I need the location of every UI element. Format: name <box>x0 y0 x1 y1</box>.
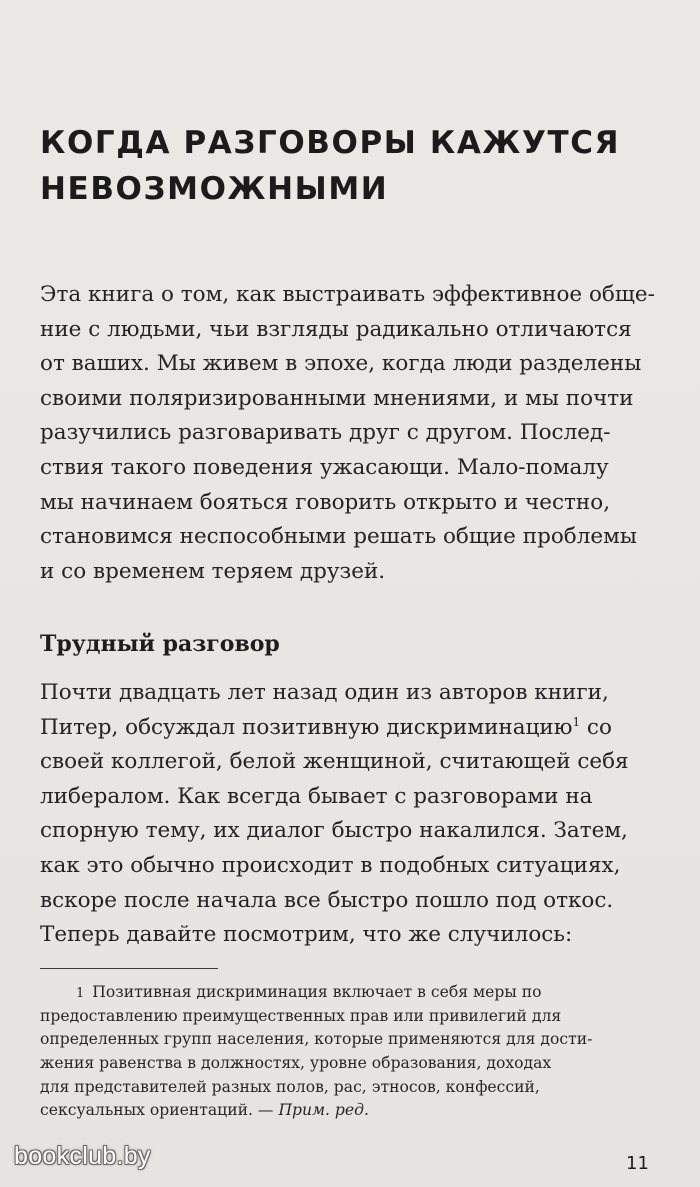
footnote-divider <box>40 968 218 969</box>
paragraph-text: со <box>580 714 612 740</box>
paragraph-line: как это обычно происходит в подобных ситуациях, <box>40 852 621 878</box>
footnote-line: предоставлению преимущественных прав или привилегий для <box>40 1006 562 1025</box>
paragraph-line: своей коллегой, белой женщиной, считающей себя <box>40 749 629 775</box>
chapter-title-line-2: НЕВОЗМОЖНЫМИ <box>40 171 389 207</box>
paragraph-line: Эта книга о том, как выстраивать эффективное обще- <box>40 282 655 307</box>
paragraph-line: Теперь давайте посмотрим, что же случилось: <box>40 922 573 948</box>
paragraph-line: от ваших. Мы живем в эпохе, когда люди разделены <box>40 351 642 377</box>
intro-paragraph <box>40 278 662 589</box>
paragraph-line: ние с людьми, чьи взгляды радикально отличаются <box>40 316 632 342</box>
watermark-logo: bookclub.by <box>14 1142 151 1170</box>
paragraph-line: спорную тему, их диалог быстро накалился. Затем, <box>40 818 628 844</box>
chapter-title <box>40 120 680 212</box>
footnote-line <box>40 1099 676 1123</box>
paragraph-line: ствия такого поведения ужасающи. Мало-помалу <box>40 454 609 480</box>
story-paragraph <box>40 676 662 953</box>
paragraph-line: либералом. Как всегда бывает с разговорами на <box>40 783 593 809</box>
paragraph-line: становимся неспособными решать общие проблемы <box>40 524 637 550</box>
footnote-text: сексуальных ориентаций. — <box>40 1101 279 1120</box>
paragraph-line: своими поляризированными мнениями, и мы почти <box>40 385 634 411</box>
footnote-line <box>40 981 676 1005</box>
footnote-reference[interactable]: 1 <box>572 714 581 729</box>
chapter-title-line-1: КОГДА РАЗГОВОРЫ КАЖУТСЯ <box>40 125 621 161</box>
footnote-line: для представителей разных полов, рас, этносов, конфессий, <box>40 1077 540 1096</box>
paragraph-line: вскоре после начала все быстро пошло под откос. <box>40 887 614 913</box>
footnote-line: определенных групп населения, которые применяются для дости- <box>40 1030 593 1049</box>
page-number: 11 <box>626 1153 649 1174</box>
paragraph-line: мы начинаем бояться говорить открыто и честно, <box>40 489 611 515</box>
footnote <box>40 981 676 1123</box>
paragraph-line: Почти двадцать лет назад один из авторов книги, <box>40 680 609 705</box>
footnote-text: Позитивная дискриминация включает в себя меры по <box>92 983 542 1001</box>
footnote-number: 1 <box>76 986 85 1001</box>
paragraph-line-with-footnote-ref <box>40 711 662 746</box>
section-heading: Трудный разговор <box>40 631 280 657</box>
paragraph-text: Питер, обсуждал позитивную дискриминацию <box>40 714 573 740</box>
editor-note: Прим. ред. <box>278 1101 369 1120</box>
paragraph-line: и со временем теряем друзей. <box>40 558 386 584</box>
footnote-line: жения равенства в должностях, уровне образования, доходах <box>40 1054 552 1073</box>
paragraph-line: разучились разговаривать друг с другом. Послед- <box>40 420 611 446</box>
